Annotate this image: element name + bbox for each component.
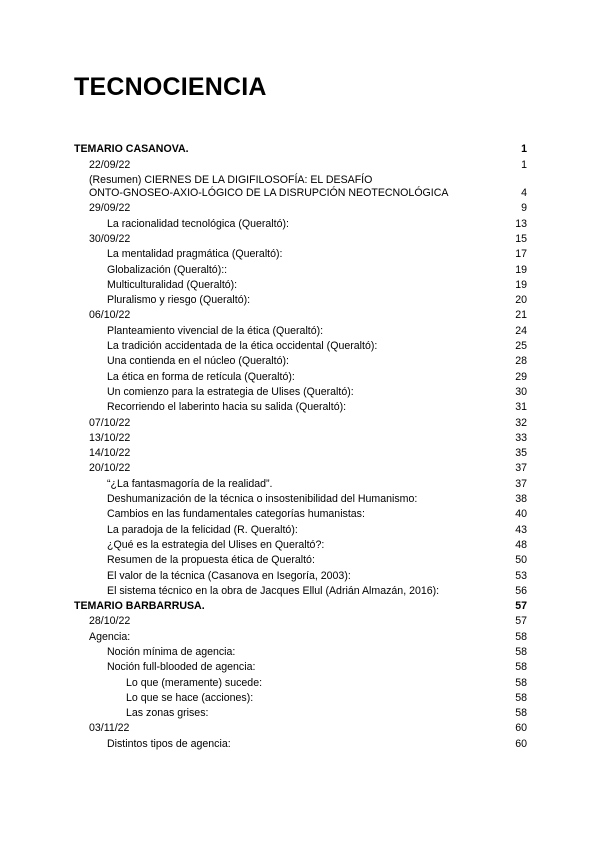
toc-entry-text: Noción full-blooded de agencia:: [107, 661, 256, 674]
toc-entry-text: El valor de la técnica (Casanova en Isegoría, 2003):: [107, 569, 351, 582]
toc-entry[interactable]: [74, 475, 527, 490]
toc-page-number: 20: [515, 294, 527, 307]
toc-entry[interactable]: [74, 613, 527, 628]
toc-entry-text: La mentalidad pragmática (Queraltó):: [107, 248, 283, 261]
toc-page-number: 9: [521, 202, 527, 215]
toc-entry[interactable]: [74, 384, 527, 399]
toc-entry[interactable]: [74, 537, 527, 552]
toc-entry-text: 14/10/22: [89, 447, 131, 460]
toc-entry-text: La ética en forma de retícula (Queraltó):: [107, 370, 295, 383]
toc-entry-text: 30/09/22: [89, 232, 131, 245]
toc-entry[interactable]: [74, 567, 527, 582]
toc-entry[interactable]: [74, 338, 527, 353]
toc-entry-text: Deshumanización de la técnica o insostenibilidad del Humanismo:: [107, 493, 418, 506]
toc-page-number: 37: [515, 462, 527, 475]
toc-page-number: 35: [515, 447, 527, 460]
toc-entry[interactable]: [74, 659, 527, 674]
toc-entry[interactable]: [74, 307, 527, 322]
toc-entry[interactable]: [74, 491, 527, 506]
toc-entry-text: 03/11/22: [89, 722, 130, 735]
toc-entry[interactable]: [74, 460, 527, 475]
toc-entry-text: La paradoja de la felicidad (R. Queraltó):: [107, 523, 298, 536]
toc-entry-text: 06/10/22: [89, 309, 131, 322]
toc-entry[interactable]: [74, 628, 527, 643]
toc-page-number: 57: [515, 615, 527, 628]
toc-entry-text: ¿Qué es la estrategia del Ulises en Queraltó?:: [107, 538, 325, 551]
toc-entry[interactable]: [74, 399, 527, 414]
toc-entry[interactable]: [74, 414, 527, 429]
toc-page-number: 60: [515, 722, 527, 735]
toc-entry-text: 13/10/22: [89, 431, 131, 444]
toc-entry-text: Las zonas grises:: [126, 707, 209, 720]
table-of-contents: [74, 141, 527, 751]
toc-entry-text: 29/09/22: [89, 202, 131, 215]
toc-page-number: 48: [515, 538, 527, 551]
toc-page-number: 58: [515, 646, 527, 658]
toc-page-number: 25: [515, 340, 527, 353]
toc-entry-text: Resumen de la propuesta ética de Queraltó:: [107, 554, 315, 567]
toc-entry[interactable]: [74, 644, 527, 659]
toc-entry[interactable]: [74, 720, 527, 735]
toc-entry[interactable]: [74, 430, 527, 445]
toc-entry-text: Distintos tipos de agencia:: [107, 737, 231, 750]
toc-page-number: 1: [521, 158, 527, 171]
toc-page-number: 43: [515, 523, 527, 536]
toc-entry-text: La tradición accidentada de la ética occidental (Queraltó):: [107, 340, 378, 353]
toc-entry-text: (Resumen) CIERNES DE LA DIGIFILOSOFÍA: EL DESAFÍO ONTO-GNOSEO-AXIO-LÓGICO DE LA DISRUPCIÓN NEOTECNOLÓGICA: [89, 174, 449, 200]
toc-entry-text: 28/10/22: [89, 615, 131, 628]
toc-page-number: 60: [515, 737, 527, 750]
toc-entry[interactable]: [74, 200, 527, 215]
toc-entry-text: “¿La fantasmagoría de la realidad”.: [107, 477, 273, 490]
toc-entry-text: Recorriendo el laberinto hacia su salida (Queraltó):: [107, 401, 347, 414]
toc-entry-text: TEMARIO CASANOVA.: [74, 143, 189, 156]
toc-entry-text: El sistema técnico en la obra de Jacques Ellul (Adrián Almazán, 2016):: [107, 584, 440, 597]
toc-page-number: 30: [515, 385, 527, 398]
toc-page-number: 1: [521, 143, 527, 156]
toc-entry[interactable]: [74, 292, 527, 307]
toc-page-number: 58: [515, 707, 527, 720]
toc-entry[interactable]: [74, 598, 527, 613]
toc-entry[interactable]: [74, 353, 527, 368]
toc-page-number: 32: [515, 416, 527, 429]
toc-page-number: 19: [515, 278, 527, 291]
toc-entry-text: TEMARIO BARBARRUSA.: [74, 600, 205, 613]
toc-entry-text: Planteamiento vivencial de la ética (Queraltó):: [107, 324, 324, 337]
toc-entry[interactable]: [74, 521, 527, 536]
toc-page-number: 56: [515, 584, 527, 597]
toc-entry[interactable]: [74, 322, 527, 337]
toc-entry[interactable]: [74, 674, 527, 689]
toc-page-number: 58: [515, 661, 527, 674]
toc-page-number: 24: [515, 324, 527, 337]
toc-page-number: 4: [521, 187, 527, 200]
toc-entry[interactable]: [74, 172, 527, 201]
toc-page-number: 40: [515, 508, 527, 521]
toc-page-number: 33: [515, 431, 527, 444]
toc-entry-text: Multiculturalidad (Queraltó):: [107, 278, 238, 291]
toc-page-number: 53: [515, 569, 527, 582]
toc-entry[interactable]: [74, 705, 527, 720]
toc-entry-text: La racionalidad tecnológica (Queraltó):: [107, 217, 289, 230]
toc-entry-text: Lo que se hace (acciones):: [126, 691, 254, 704]
toc-entry-text: Globalización (Queraltó)::: [107, 263, 228, 276]
toc-page-number: 19: [515, 263, 527, 276]
toc-entry[interactable]: [74, 368, 527, 383]
toc-page-number: 31: [515, 401, 527, 414]
toc-page-number: 58: [515, 691, 527, 704]
toc-entry-text: Una contienda en el núcleo (Queraltó):: [107, 355, 289, 368]
toc-page-number: 17: [515, 248, 527, 261]
toc-entry-text: Noción mínima de agencia:: [107, 646, 236, 658]
toc-page-number: 58: [515, 676, 527, 689]
toc-entry-text: Cambios en las fundamentales categorías humanistas:: [107, 508, 365, 521]
toc-entry[interactable]: [74, 141, 527, 156]
toc-page-number: 15: [515, 232, 527, 245]
toc-entry[interactable]: [74, 277, 527, 292]
toc-entry[interactable]: [74, 231, 527, 246]
toc-entry-text: Un comienzo para la estrategia de Ulises (Queraltó):: [107, 385, 354, 398]
toc-page-number: 13: [515, 217, 527, 230]
toc-entry[interactable]: [74, 552, 527, 567]
toc-entry-text: Pluralismo y riesgo (Queraltó):: [107, 294, 251, 307]
toc-page-number: 57: [515, 600, 527, 613]
toc-entry[interactable]: [74, 156, 527, 171]
toc-entry[interactable]: [74, 735, 527, 750]
toc-page-number: 50: [515, 554, 527, 567]
toc-page-number: 37: [515, 477, 527, 490]
toc-entry-text: 22/09/22: [89, 158, 131, 171]
toc-entry[interactable]: [74, 246, 527, 261]
toc-entry[interactable]: [74, 583, 527, 598]
toc-entry-text: 20/10/22: [89, 462, 131, 475]
toc-entry[interactable]: [74, 690, 527, 705]
toc-entry[interactable]: [74, 506, 527, 521]
toc-entry-text: Lo que (meramente) sucede:: [126, 676, 263, 689]
toc-page-number: 28: [515, 355, 527, 368]
toc-page-number: 21: [515, 309, 527, 322]
toc-entry[interactable]: [74, 445, 527, 460]
toc-entry-text: Agencia:: [89, 630, 131, 643]
toc-page-number: 58: [515, 630, 527, 643]
toc-page-number: 38: [515, 493, 527, 506]
toc-entry[interactable]: [74, 261, 527, 276]
toc-entry[interactable]: [74, 215, 527, 230]
toc-page-number: 29: [515, 370, 527, 383]
toc-entry-text: 07/10/22: [89, 416, 131, 429]
document-title: TECNOCIENCIA: [74, 73, 267, 101]
